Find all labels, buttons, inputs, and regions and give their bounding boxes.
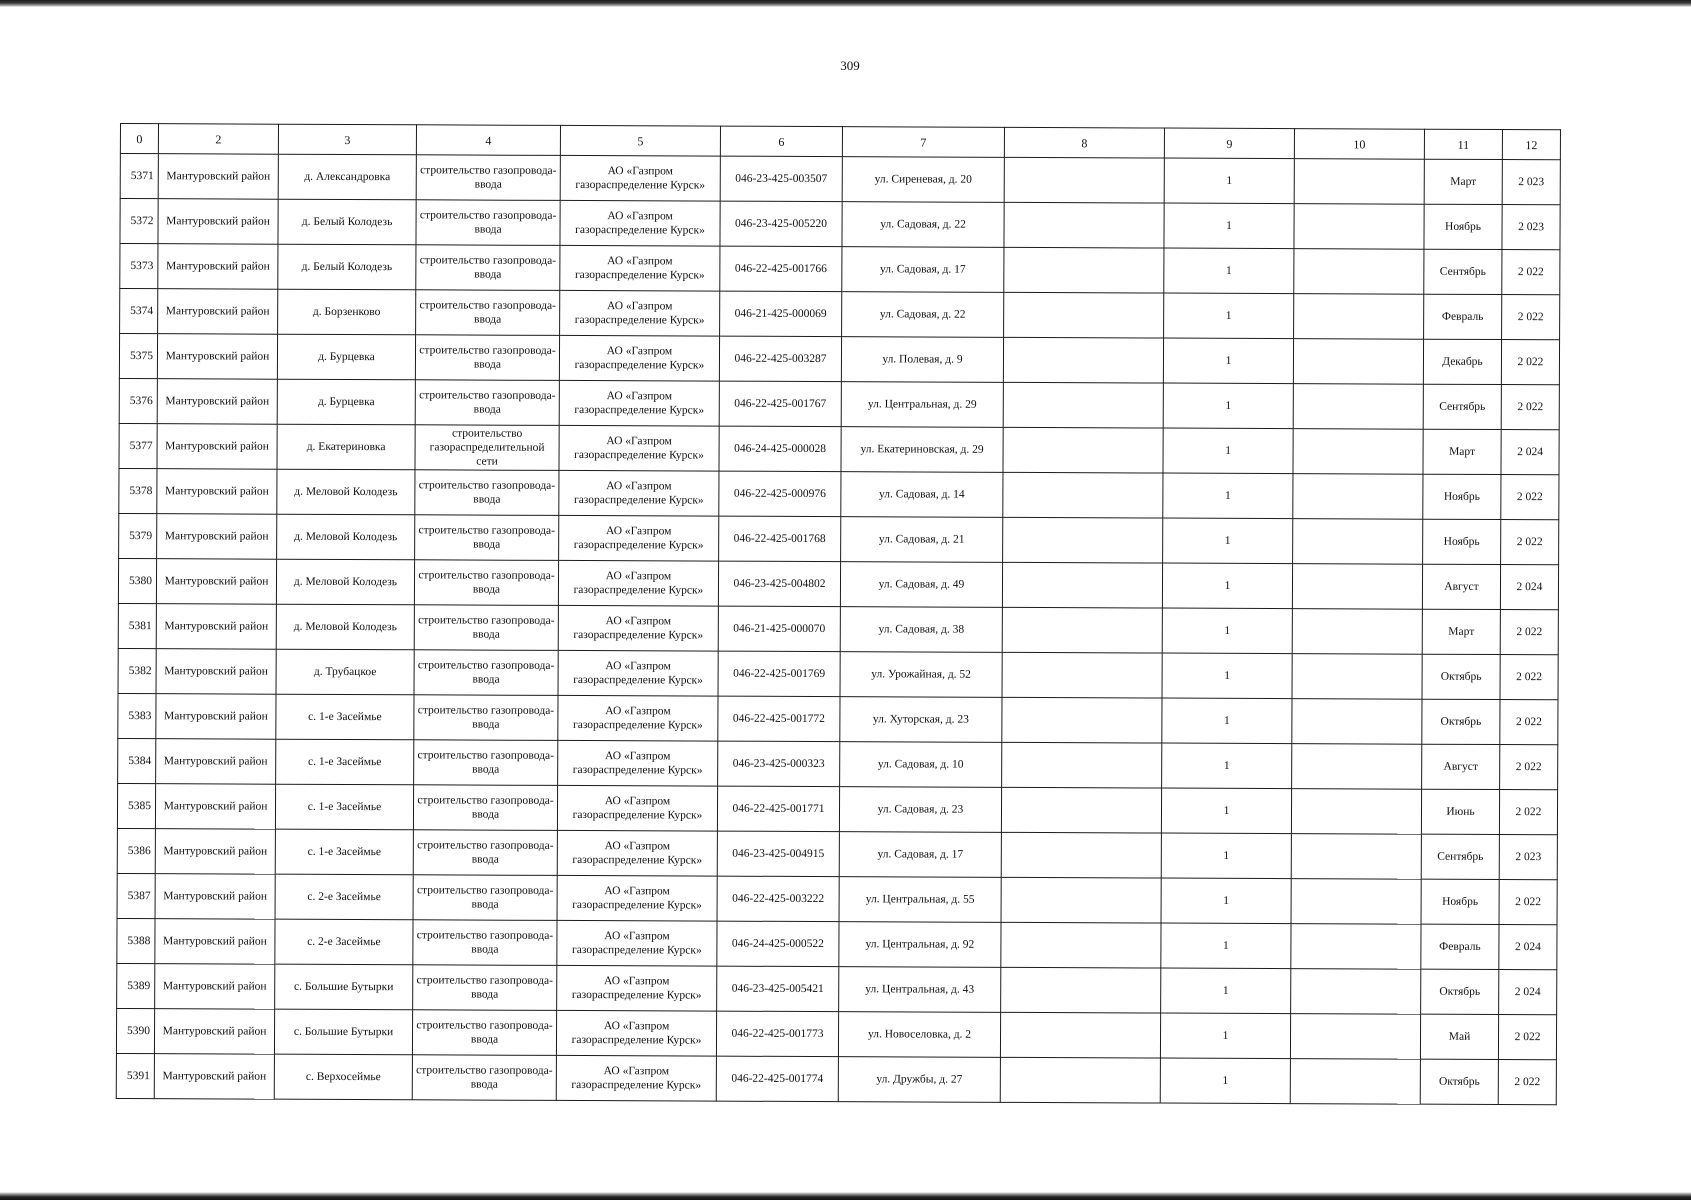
table-row bbox=[120, 244, 1560, 295]
cell-col-8 bbox=[1001, 922, 1161, 968]
cell-record-number: 5389 bbox=[117, 963, 155, 1008]
cell-application-number: 046-22-425-001766 bbox=[720, 246, 842, 292]
cell-district: Мантуровский район bbox=[157, 334, 277, 380]
cell-address: ул. Центральная, д. 43 bbox=[839, 967, 1001, 1013]
cell-month: Февраль bbox=[1424, 294, 1502, 339]
cell-year: 2 022 bbox=[1500, 700, 1558, 745]
cell-settlement: д. Меловой Колодезь bbox=[277, 514, 415, 560]
cell-record-number: 5390 bbox=[116, 1008, 154, 1053]
cell-year: 2 022 bbox=[1501, 385, 1559, 430]
column-header-6: 6 bbox=[720, 126, 842, 157]
column-header-10: 10 bbox=[1294, 129, 1424, 160]
cell-month: Сентябрь bbox=[1424, 249, 1502, 294]
cell-quantity: 1 bbox=[1161, 788, 1291, 834]
cell-col-8 bbox=[1000, 1012, 1160, 1058]
cell-year: 2 024 bbox=[1499, 970, 1557, 1015]
cell-address: ул. Центральная, д. 29 bbox=[841, 382, 1003, 428]
cell-district: Мантуровский район bbox=[157, 469, 277, 515]
cell-address: ул. Центральная, д. 92 bbox=[839, 922, 1001, 968]
cell-month: Февраль bbox=[1421, 924, 1499, 969]
cell-col-8 bbox=[1000, 1057, 1160, 1103]
cell-settlement: д. Меловой Колодезь bbox=[276, 604, 414, 650]
cell-district: Мантуровский район bbox=[157, 424, 277, 470]
column-header-5: 5 bbox=[560, 125, 720, 156]
cell-work-type: строительство газопровода-ввода bbox=[413, 830, 557, 876]
column-header-0: 0 bbox=[120, 124, 158, 154]
cell-work-type: строительство газопровода-ввода bbox=[416, 245, 560, 291]
cell-month: Сентябрь bbox=[1423, 384, 1501, 429]
cell-record-number: 5388 bbox=[117, 918, 155, 963]
cell-month: Ноябрь bbox=[1424, 204, 1502, 249]
cell-application-number: 046-24-425-000028 bbox=[719, 426, 841, 472]
column-header-4: 4 bbox=[416, 125, 560, 156]
cell-work-type: строительство газораспределительной сети bbox=[415, 425, 559, 471]
cell-col-8 bbox=[1004, 292, 1164, 338]
cell-application-number: 046-23-425-003507 bbox=[720, 156, 842, 202]
table-row bbox=[119, 334, 1559, 385]
cell-work-type: строительство газопровода-ввода bbox=[414, 605, 558, 651]
cell-record-number: 5381 bbox=[118, 603, 156, 648]
cell-record-number: 5374 bbox=[120, 289, 158, 334]
cell-col-10 bbox=[1294, 249, 1424, 295]
cell-work-type: строительство газопровода-ввода bbox=[415, 515, 559, 561]
cell-col-8 bbox=[1001, 787, 1161, 833]
cell-month: Август bbox=[1422, 744, 1500, 789]
cell-address: ул. Садовая, д. 17 bbox=[842, 247, 1004, 293]
cell-col-10 bbox=[1293, 429, 1423, 475]
cell-application-number: 046-23-425-004915 bbox=[717, 831, 839, 877]
cell-address: ул. Центральная, д. 55 bbox=[839, 877, 1001, 923]
cell-record-number: 5373 bbox=[120, 244, 158, 289]
cell-organization: АО «Газпром газораспределение Курск» bbox=[559, 515, 719, 561]
cell-quantity: 1 bbox=[1164, 293, 1294, 339]
cell-col-10 bbox=[1291, 879, 1421, 925]
cell-month: Сентябрь bbox=[1421, 834, 1499, 879]
cell-month: Март bbox=[1423, 429, 1501, 474]
cell-work-type: строительство газопровода-ввода bbox=[413, 785, 557, 831]
cell-quantity: 1 bbox=[1163, 473, 1293, 519]
cell-quantity: 1 bbox=[1163, 518, 1293, 564]
cell-application-number: 046-21-425-000069 bbox=[720, 291, 842, 337]
cell-address: ул. Садовая, д. 38 bbox=[840, 607, 1002, 653]
cell-district: Мантуровский район bbox=[157, 379, 277, 425]
cell-work-type: строительство газопровода-ввода bbox=[416, 200, 560, 246]
cell-record-number: 5379 bbox=[119, 513, 157, 558]
cell-settlement: с. 1-е Засеймье bbox=[275, 784, 413, 830]
cell-work-type: строительство газопровода-ввода bbox=[413, 920, 557, 966]
cell-district: Мантуровский район bbox=[155, 919, 275, 965]
table-row bbox=[120, 199, 1560, 250]
cell-organization: АО «Газпром газораспределение Курск» bbox=[558, 560, 718, 606]
cell-col-10 bbox=[1290, 1014, 1420, 1060]
cell-organization: АО «Газпром газораспределение Курск» bbox=[557, 785, 717, 831]
cell-month: Май bbox=[1420, 1014, 1498, 1059]
cell-address: ул. Екатериновская, д. 29 bbox=[841, 427, 1003, 473]
cell-address: ул. Новоселовка, д. 2 bbox=[838, 1012, 1000, 1058]
cell-application-number: 046-22-425-000976 bbox=[719, 471, 841, 517]
table-row bbox=[119, 513, 1559, 564]
cell-year: 2 023 bbox=[1502, 205, 1560, 250]
cell-year: 2 022 bbox=[1498, 1015, 1556, 1060]
cell-work-type: строительство газопровода-ввода bbox=[414, 740, 558, 786]
cell-year: 2 022 bbox=[1498, 1060, 1556, 1105]
cell-organization: АО «Газпром газораспределение Курск» bbox=[556, 1010, 716, 1056]
table-row bbox=[117, 828, 1557, 879]
cell-settlement: д. Меловой Колодезь bbox=[276, 559, 414, 605]
cell-work-type: строительство газопровода-ввода bbox=[415, 470, 559, 516]
cell-settlement: с. Верхосеймье bbox=[274, 1054, 412, 1100]
cell-year: 2 022 bbox=[1499, 790, 1557, 835]
cell-district: Мантуровский район bbox=[154, 1054, 274, 1100]
cell-organization: АО «Газпром газораспределение Курск» bbox=[560, 290, 720, 336]
cell-col-8 bbox=[1004, 247, 1164, 293]
cell-month: Декабрь bbox=[1423, 339, 1501, 384]
cell-year: 2 022 bbox=[1501, 475, 1559, 520]
cell-district: Мантуровский район bbox=[155, 964, 275, 1010]
cell-settlement: с. 2-е Засеймье bbox=[275, 919, 413, 965]
cell-quantity: 1 bbox=[1161, 833, 1291, 879]
cell-organization: АО «Газпром газораспределение Курск» bbox=[559, 380, 719, 426]
cell-col-10 bbox=[1292, 699, 1422, 745]
cell-quantity: 1 bbox=[1164, 203, 1294, 249]
cell-work-type: строительство газопровода-ввода bbox=[413, 965, 557, 1011]
cell-organization: АО «Газпром газораспределение Курск» bbox=[557, 965, 717, 1011]
cell-record-number: 5375 bbox=[119, 334, 157, 379]
cell-month: Июнь bbox=[1421, 789, 1499, 834]
cell-month: Август bbox=[1422, 564, 1500, 609]
cell-organization: АО «Газпром газораспределение Курск» bbox=[559, 470, 719, 516]
cell-address: ул. Садовая, д. 49 bbox=[840, 562, 1002, 608]
cell-month: Октябрь bbox=[1421, 969, 1499, 1014]
cell-col-10 bbox=[1293, 384, 1423, 430]
cell-col-10 bbox=[1292, 744, 1422, 790]
cell-month: Октябрь bbox=[1422, 699, 1500, 744]
cell-application-number: 046-23-425-004802 bbox=[718, 561, 840, 607]
cell-application-number: 046-22-425-001774 bbox=[716, 1056, 838, 1102]
cell-organization: АО «Газпром газораспределение Курск» bbox=[557, 830, 717, 876]
cell-col-8 bbox=[1002, 742, 1162, 788]
cell-address: ул. Садовая, д. 23 bbox=[839, 787, 1001, 833]
cell-district: Мантуровский район bbox=[156, 559, 276, 605]
cell-month: Март bbox=[1422, 609, 1500, 654]
cell-district: Мантуровский район bbox=[156, 694, 276, 740]
cell-organization: АО «Газпром газораспределение Курск» bbox=[559, 425, 719, 471]
cell-district: Мантуровский район bbox=[158, 154, 278, 200]
cell-col-8 bbox=[1003, 337, 1163, 383]
cell-quantity: 1 bbox=[1162, 653, 1292, 699]
table-row bbox=[117, 918, 1557, 969]
cell-settlement: д. Бурцевка bbox=[277, 379, 415, 425]
cell-address: ул. Садовая, д. 10 bbox=[840, 742, 1002, 788]
cell-col-8 bbox=[1003, 427, 1163, 473]
cell-col-8 bbox=[1004, 157, 1164, 203]
cell-quantity: 1 bbox=[1161, 923, 1291, 969]
cell-col-8 bbox=[1003, 517, 1163, 563]
cell-record-number: 5387 bbox=[117, 873, 155, 918]
table-row bbox=[120, 154, 1560, 205]
cell-col-8 bbox=[1003, 472, 1163, 518]
cell-settlement: д. Белый Колодезь bbox=[278, 244, 416, 290]
cell-record-number: 5384 bbox=[118, 738, 156, 783]
cell-organization: АО «Газпром газораспределение Курск» bbox=[557, 920, 717, 966]
cell-col-8 bbox=[1003, 382, 1163, 428]
cell-month: Ноябрь bbox=[1423, 474, 1501, 519]
cell-col-8 bbox=[1001, 967, 1161, 1013]
cell-record-number: 5382 bbox=[118, 648, 156, 693]
table-row bbox=[119, 423, 1559, 474]
cell-col-10 bbox=[1291, 924, 1421, 970]
registry-table bbox=[116, 123, 1561, 1105]
cell-month: Октябрь bbox=[1422, 654, 1500, 699]
cell-month: Март bbox=[1424, 159, 1502, 204]
column-header-8: 8 bbox=[1004, 127, 1164, 158]
cell-work-type: строительство газопровода-ввода bbox=[416, 155, 560, 201]
cell-quantity: 1 bbox=[1160, 1013, 1290, 1059]
cell-application-number: 046-24-425-000522 bbox=[717, 921, 839, 967]
cell-year: 2 022 bbox=[1501, 340, 1559, 385]
table-body bbox=[116, 154, 1560, 1105]
column-header-7: 7 bbox=[842, 127, 1004, 158]
cell-settlement: д. Трубацкое bbox=[276, 649, 414, 695]
cell-record-number: 5376 bbox=[119, 378, 157, 423]
cell-col-8 bbox=[1002, 697, 1162, 743]
cell-settlement: с. 1-е Засеймье bbox=[276, 694, 414, 740]
cell-year: 2 022 bbox=[1500, 745, 1558, 790]
cell-quantity: 1 bbox=[1160, 1058, 1290, 1104]
cell-col-10 bbox=[1291, 789, 1421, 835]
cell-district: Мантуровский район bbox=[156, 649, 276, 695]
table-row bbox=[118, 558, 1558, 609]
column-header-12: 12 bbox=[1502, 130, 1560, 160]
cell-year: 2 023 bbox=[1502, 160, 1560, 205]
cell-settlement: д. Александровка bbox=[278, 154, 416, 200]
cell-work-type: строительство газопровода-ввода bbox=[414, 695, 558, 741]
cell-district: Мантуровский район bbox=[156, 604, 276, 650]
table-row bbox=[119, 468, 1559, 519]
cell-application-number: 046-22-425-001772 bbox=[718, 696, 840, 742]
cell-address: ул. Садовая, д. 21 bbox=[841, 517, 1003, 563]
cell-quantity: 1 bbox=[1162, 743, 1292, 789]
cell-col-10 bbox=[1291, 834, 1421, 880]
cell-year: 2 023 bbox=[1499, 835, 1557, 880]
cell-quantity: 1 bbox=[1162, 698, 1292, 744]
table-row bbox=[117, 873, 1557, 924]
cell-address: ул. Сиреневая, д. 20 bbox=[842, 157, 1004, 203]
cell-settlement: с. Большие Бутырки bbox=[275, 964, 413, 1010]
cell-work-type: строительство газопровода-ввода bbox=[412, 1010, 556, 1056]
table-row bbox=[118, 693, 1558, 744]
cell-col-10 bbox=[1292, 609, 1422, 655]
cell-settlement: д. Екатериновка bbox=[277, 424, 415, 470]
scan-edge-bottom bbox=[0, 1192, 1691, 1200]
cell-col-8 bbox=[1001, 832, 1161, 878]
cell-year: 2 022 bbox=[1500, 610, 1558, 655]
cell-year: 2 024 bbox=[1501, 430, 1559, 475]
cell-address: ул. Садовая, д. 17 bbox=[839, 832, 1001, 878]
cell-district: Мантуровский район bbox=[154, 1009, 274, 1055]
cell-settlement: с. Большие Бутырки bbox=[274, 1009, 412, 1055]
cell-work-type: строительство газопровода-ввода bbox=[415, 380, 559, 426]
cell-col-8 bbox=[1002, 607, 1162, 653]
cell-application-number: 046-23-425-000323 bbox=[718, 741, 840, 787]
cell-address: ул. Садовая, д. 14 bbox=[841, 472, 1003, 518]
cell-organization: АО «Газпром газораспределение Курск» bbox=[558, 740, 718, 786]
cell-col-8 bbox=[1002, 562, 1162, 608]
cell-col-8 bbox=[1004, 202, 1164, 248]
cell-year: 2 022 bbox=[1499, 880, 1557, 925]
cell-quantity: 1 bbox=[1162, 608, 1292, 654]
cell-address: ул. Хуторская, д. 23 bbox=[840, 697, 1002, 743]
cell-col-8 bbox=[1002, 652, 1162, 698]
cell-organization: АО «Газпром газораспределение Курск» bbox=[560, 200, 720, 246]
cell-organization: АО «Газпром газораспределение Курск» bbox=[558, 605, 718, 651]
cell-quantity: 1 bbox=[1163, 428, 1293, 474]
cell-record-number: 5386 bbox=[117, 828, 155, 873]
cell-district: Мантуровский район bbox=[155, 874, 275, 920]
cell-year: 2 024 bbox=[1499, 925, 1557, 970]
cell-year: 2 022 bbox=[1502, 250, 1560, 295]
cell-col-10 bbox=[1292, 564, 1422, 610]
cell-record-number: 5380 bbox=[118, 558, 156, 603]
cell-work-type: строительство газопровода-ввода bbox=[416, 290, 560, 336]
cell-district: Мантуровский район bbox=[158, 199, 278, 245]
column-header-2: 2 bbox=[158, 124, 278, 155]
cell-col-10 bbox=[1294, 159, 1424, 205]
cell-application-number: 046-22-425-001769 bbox=[718, 651, 840, 697]
cell-organization: АО «Газпром газораспределение Курск» bbox=[558, 695, 718, 741]
cell-settlement: д. Борзенково bbox=[278, 289, 416, 335]
cell-settlement: д. Меловой Колодезь bbox=[277, 469, 415, 515]
cell-year: 2 022 bbox=[1502, 295, 1560, 340]
cell-record-number: 5372 bbox=[120, 199, 158, 244]
cell-work-type: строительство газопровода-ввода bbox=[414, 560, 558, 606]
cell-quantity: 1 bbox=[1164, 248, 1294, 294]
cell-settlement: д. Белый Колодезь bbox=[278, 199, 416, 245]
cell-quantity: 1 bbox=[1163, 383, 1293, 429]
table-row bbox=[117, 963, 1557, 1014]
cell-district: Мантуровский район bbox=[155, 829, 275, 875]
cell-district: Мантуровский район bbox=[157, 514, 277, 560]
cell-month: Ноябрь bbox=[1423, 519, 1501, 564]
cell-month: Октябрь bbox=[1420, 1059, 1498, 1104]
cell-record-number: 5378 bbox=[119, 468, 157, 513]
cell-address: ул. Дружбы, д. 27 bbox=[838, 1057, 1000, 1103]
table-row bbox=[116, 1008, 1556, 1059]
cell-application-number: 046-22-425-003222 bbox=[717, 876, 839, 922]
cell-month: Ноябрь bbox=[1421, 879, 1499, 924]
cell-application-number: 046-23-425-005421 bbox=[717, 966, 839, 1012]
cell-record-number: 5377 bbox=[119, 423, 157, 468]
column-header-11: 11 bbox=[1424, 129, 1502, 159]
cell-quantity: 1 bbox=[1161, 968, 1291, 1014]
cell-application-number: 046-22-425-001768 bbox=[719, 516, 841, 562]
cell-organization: АО «Газпром газораспределение Курск» bbox=[558, 650, 718, 696]
cell-work-type: строительство газопровода-ввода bbox=[413, 875, 557, 921]
cell-col-10 bbox=[1291, 969, 1421, 1015]
cell-quantity: 1 bbox=[1162, 563, 1292, 609]
table-row bbox=[116, 1053, 1556, 1104]
cell-application-number: 046-22-425-003287 bbox=[719, 336, 841, 382]
cell-application-number: 046-22-425-001771 bbox=[717, 786, 839, 832]
cell-address: ул. Урожайная, д. 52 bbox=[840, 652, 1002, 698]
table-row bbox=[118, 603, 1558, 654]
cell-settlement: с. 1-е Засеймье bbox=[275, 829, 413, 875]
column-header-3: 3 bbox=[278, 124, 416, 155]
cell-quantity: 1 bbox=[1164, 158, 1294, 204]
cell-work-type: строительство газопровода-ввода bbox=[415, 335, 559, 381]
cell-organization: АО «Газпром газораспределение Курск» bbox=[556, 1055, 716, 1101]
cell-col-8 bbox=[1001, 877, 1161, 923]
cell-organization: АО «Газпром газораспределение Курск» bbox=[560, 245, 720, 291]
cell-address: ул. Садовая, д. 22 bbox=[842, 292, 1004, 338]
cell-address: ул. Садовая, д. 22 bbox=[842, 202, 1004, 248]
cell-application-number: 046-21-425-000070 bbox=[718, 606, 840, 652]
cell-application-number: 046-22-425-001767 bbox=[719, 381, 841, 427]
cell-col-10 bbox=[1293, 474, 1423, 520]
cell-district: Мантуровский район bbox=[155, 784, 275, 830]
cell-record-number: 5383 bbox=[118, 693, 156, 738]
cell-col-10 bbox=[1294, 204, 1424, 250]
column-header-9: 9 bbox=[1164, 128, 1294, 159]
cell-quantity: 1 bbox=[1163, 338, 1293, 384]
cell-col-10 bbox=[1290, 1059, 1420, 1105]
cell-col-10 bbox=[1293, 339, 1423, 385]
cell-record-number: 5385 bbox=[117, 783, 155, 828]
cell-record-number: 5371 bbox=[120, 154, 158, 199]
cell-organization: АО «Газпром газораспределение Курск» bbox=[557, 875, 717, 921]
cell-settlement: с. 1-е Засеймье bbox=[276, 739, 414, 785]
table-row bbox=[117, 783, 1557, 834]
cell-year: 2 022 bbox=[1501, 520, 1559, 565]
cell-application-number: 046-23-425-005220 bbox=[720, 201, 842, 247]
cell-settlement: с. 2-е Засеймье bbox=[275, 874, 413, 920]
cell-year: 2 024 bbox=[1500, 565, 1558, 610]
cell-organization: АО «Газпром газораспределение Курск» bbox=[559, 335, 719, 381]
cell-district: Мантуровский район bbox=[158, 244, 278, 290]
cell-quantity: 1 bbox=[1161, 878, 1291, 924]
cell-year: 2 022 bbox=[1500, 655, 1558, 700]
cell-col-10 bbox=[1292, 654, 1422, 700]
cell-address: ул. Полевая, д. 9 bbox=[841, 337, 1003, 383]
cell-col-10 bbox=[1293, 519, 1423, 565]
cell-work-type: строительство газопровода-ввода bbox=[412, 1055, 556, 1101]
table-row bbox=[118, 648, 1558, 699]
table-row bbox=[119, 378, 1559, 429]
table-row bbox=[118, 738, 1558, 789]
table-row bbox=[120, 289, 1560, 340]
scan-edge-top bbox=[0, 0, 1691, 7]
page-number: 309 bbox=[840, 58, 860, 73]
cell-col-10 bbox=[1294, 294, 1424, 340]
cell-record-number: 5391 bbox=[116, 1053, 154, 1098]
cell-work-type: строительство газопровода-ввода bbox=[414, 650, 558, 696]
cell-district: Мантуровский район bbox=[156, 739, 276, 785]
cell-application-number: 046-22-425-001773 bbox=[716, 1011, 838, 1057]
cell-district: Мантуровский район bbox=[158, 289, 278, 335]
cell-settlement: д. Бурцевка bbox=[277, 334, 415, 380]
cell-organization: АО «Газпром газораспределение Курск» bbox=[560, 155, 720, 201]
